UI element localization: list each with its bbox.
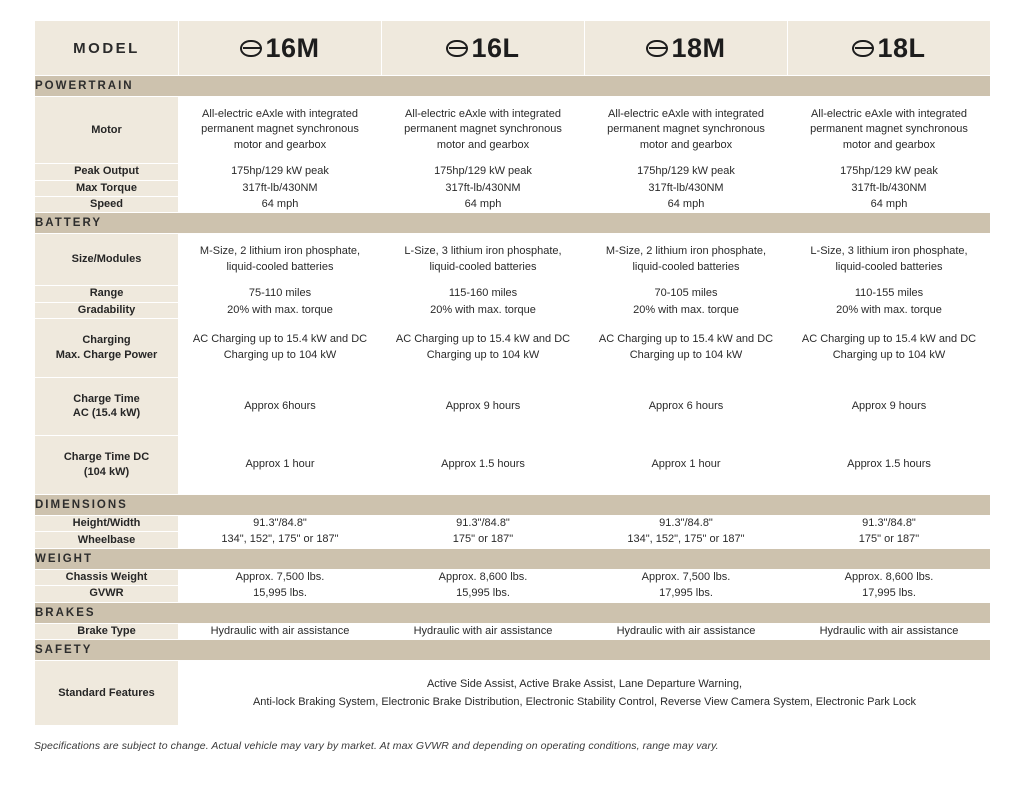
row-value-model-3: 91.3"/84.8" xyxy=(585,515,788,531)
row-label xyxy=(35,318,179,377)
row-label: Height/Width xyxy=(35,515,179,531)
row-value-model-4: AC Charging up to 15.4 kW and DC Charging up to 104 kW xyxy=(788,318,991,377)
table-row xyxy=(35,97,991,164)
row-label xyxy=(35,436,179,495)
row-value-model-3: Approx. 7,500 lbs. xyxy=(585,569,788,585)
table-row xyxy=(35,318,991,377)
row-label-line: AC (15.4 kW) xyxy=(72,407,141,420)
row-value-model-1: 317ft-lb/430NM xyxy=(179,180,382,196)
row-value-model-4: 64 mph xyxy=(788,196,991,212)
model-column-header-1 xyxy=(179,21,382,76)
table-row xyxy=(35,234,991,286)
row-value-model-4: Approx 9 hours xyxy=(788,377,991,436)
row-value-model-2: 64 mph xyxy=(382,196,585,212)
row-value-model-4: 17,995 lbs. xyxy=(788,586,991,602)
row-value-model-3: Hydraulic with air assistance xyxy=(585,623,788,639)
row-value-model-3: Approx 6 hours xyxy=(585,377,788,436)
model-name-text: 18L xyxy=(877,32,926,63)
row-label-line: Max. Charge Power xyxy=(55,348,158,361)
table-header-row xyxy=(35,21,991,76)
row-value-model-2: 317ft-lb/430NM xyxy=(382,180,585,196)
row-value-model-4: Approx 1.5 hours xyxy=(788,436,991,495)
model-name xyxy=(240,32,320,63)
brand-logo-icon xyxy=(852,40,876,59)
row-value-model-4: 175hp/129 kW peak xyxy=(788,164,991,180)
row-value-model-3: Approx 1 hour xyxy=(585,436,788,495)
row-value-model-3: M-Size, 2 lithium iron phosphate, liquid-cooled batteries xyxy=(585,234,788,286)
row-value-model-2: 91.3"/84.8" xyxy=(382,515,585,531)
row-value-model-1: All-electric eAxle with integrated permanent magnet synchronous motor and gearbox xyxy=(179,97,382,164)
row-value-model-3: 317ft-lb/430NM xyxy=(585,180,788,196)
table-row xyxy=(35,302,991,318)
row-value-model-1: Approx 1 hour xyxy=(179,436,382,495)
section-header-row xyxy=(35,548,991,569)
model-name xyxy=(852,32,926,63)
row-label-line: (104 kW) xyxy=(83,466,130,479)
table-row xyxy=(35,569,991,585)
row-value-model-4: All-electric eAxle with integrated permanent magnet synchronous motor and gearbox xyxy=(788,97,991,164)
row-value-model-3: 70-105 miles xyxy=(585,286,788,302)
row-value-model-2: 175" or 187" xyxy=(382,532,585,548)
brand-logo-icon xyxy=(240,40,264,59)
row-value-model-1: 134", 152", 175" or 187" xyxy=(179,532,382,548)
table-row xyxy=(35,377,991,436)
row-value-model-3: 17,995 lbs. xyxy=(585,586,788,602)
model-column-header-3 xyxy=(585,21,788,76)
row-value-model-3: All-electric eAxle with integrated permanent magnet synchronous motor and gearbox xyxy=(585,97,788,164)
row-label: Chassis Weight xyxy=(35,569,179,585)
row-label: Peak Output xyxy=(35,164,179,180)
row-value-model-2: Approx. 8,600 lbs. xyxy=(382,569,585,585)
row-value-model-1: 15,995 lbs. xyxy=(179,586,382,602)
model-name xyxy=(446,32,520,63)
row-label: Range xyxy=(35,286,179,302)
section-title-dimensions: DIMENSIONS xyxy=(35,494,991,515)
row-value-merged xyxy=(179,660,991,725)
row-value-model-1: M-Size, 2 lithium iron phosphate, liquid-cooled batteries xyxy=(179,234,382,286)
row-label xyxy=(35,377,179,436)
row-value-model-1: 91.3"/84.8" xyxy=(179,515,382,531)
row-label: Motor xyxy=(35,97,179,164)
row-label-line: Charge Time xyxy=(73,392,140,405)
row-label-line: Charge Time DC xyxy=(63,451,150,464)
row-value-model-3: AC Charging up to 15.4 kW and DC Charging up to 104 kW xyxy=(585,318,788,377)
row-value-model-4: 20% with max. torque xyxy=(788,302,991,318)
row-value-model-2: AC Charging up to 15.4 kW and DC Charging up to 104 kW xyxy=(382,318,585,377)
row-label: Brake Type xyxy=(35,623,179,639)
table-row xyxy=(35,515,991,531)
table-row xyxy=(35,660,991,725)
brand-logo-icon xyxy=(646,40,670,59)
row-value-model-1: AC Charging up to 15.4 kW and DC Charging up to 104 kW xyxy=(179,318,382,377)
row-value-model-1: 75-110 miles xyxy=(179,286,382,302)
section-header-row xyxy=(35,76,991,97)
row-value-model-3: 134", 152", 175" or 187" xyxy=(585,532,788,548)
table-row xyxy=(35,180,991,196)
section-title-battery: BATTERY xyxy=(35,213,991,234)
row-label: Wheelbase xyxy=(35,532,179,548)
table-row xyxy=(35,164,991,180)
table-row xyxy=(35,623,991,639)
row-value-model-2: 15,995 lbs. xyxy=(382,586,585,602)
table-row xyxy=(35,196,991,212)
table-row xyxy=(35,436,991,495)
table-row xyxy=(35,286,991,302)
row-label-line: Charging xyxy=(82,333,131,346)
row-label: Size/Modules xyxy=(35,234,179,286)
specifications-table xyxy=(34,20,991,726)
brand-logo-icon xyxy=(446,40,470,59)
row-value-model-4: 110-155 miles xyxy=(788,286,991,302)
row-value-model-2: Approx 9 hours xyxy=(382,377,585,436)
row-value-model-1: Approx 6hours xyxy=(179,377,382,436)
row-value-model-3: 175hp/129 kW peak xyxy=(585,164,788,180)
model-column-header-2 xyxy=(382,21,585,76)
section-title-powertrain: POWERTRAIN xyxy=(35,76,991,97)
row-value-model-4: L-Size, 3 lithium iron phosphate, liquid-cooled batteries xyxy=(788,234,991,286)
row-value-model-2: 20% with max. torque xyxy=(382,302,585,318)
row-value-model-4: 317ft-lb/430NM xyxy=(788,180,991,196)
model-column-header-4 xyxy=(788,21,991,76)
model-name-text: 18M xyxy=(671,32,726,63)
row-value-model-1: 64 mph xyxy=(179,196,382,212)
row-value-model-4: 91.3"/84.8" xyxy=(788,515,991,531)
row-label: Standard Features xyxy=(35,660,179,725)
table-row xyxy=(35,586,991,602)
section-header-row xyxy=(35,602,991,623)
footnote: Specifications are subject to change. Actual vehicle may vary by market. At max GVWR and depending on operating conditions, range may vary. xyxy=(34,740,719,753)
row-value-model-1: 175hp/129 kW peak xyxy=(179,164,382,180)
row-label: Gradability xyxy=(35,302,179,318)
row-label: GVWR xyxy=(35,586,179,602)
section-header-row xyxy=(35,213,991,234)
row-value-model-1: 20% with max. torque xyxy=(179,302,382,318)
row-value-model-1: Hydraulic with air assistance xyxy=(179,623,382,639)
row-value-model-2: 115-160 miles xyxy=(382,286,585,302)
row-value-model-3: 64 mph xyxy=(585,196,788,212)
row-value-model-4: Approx. 8,600 lbs. xyxy=(788,569,991,585)
row-value-model-2: All-electric eAxle with integrated permanent magnet synchronous motor and gearbox xyxy=(382,97,585,164)
row-value-line: Active Side Assist, Active Brake Assist, Lane Departure Warning, xyxy=(426,677,743,690)
row-value-model-2: L-Size, 3 lithium iron phosphate, liquid-cooled batteries xyxy=(382,234,585,286)
section-title-brakes: BRAKES xyxy=(35,602,991,623)
row-value-model-2: Approx 1.5 hours xyxy=(382,436,585,495)
section-header-row xyxy=(35,494,991,515)
section-title-safety: SAFETY xyxy=(35,639,991,660)
section-header-row xyxy=(35,639,991,660)
row-value-model-2: Hydraulic with air assistance xyxy=(382,623,585,639)
model-name-text: 16L xyxy=(471,32,520,63)
row-value-model-3: 20% with max. torque xyxy=(585,302,788,318)
section-title-weight: WEIGHT xyxy=(35,548,991,569)
table-row xyxy=(35,532,991,548)
model-name-text: 16M xyxy=(265,32,320,63)
row-value-model-4: Hydraulic with air assistance xyxy=(788,623,991,639)
row-value-model-1: Approx. 7,500 lbs. xyxy=(179,569,382,585)
row-value-model-4: 175" or 187" xyxy=(788,532,991,548)
row-label: Speed xyxy=(35,196,179,212)
row-label: Max Torque xyxy=(35,180,179,196)
row-value-model-2: 175hp/129 kW peak xyxy=(382,164,585,180)
model-name xyxy=(646,32,726,63)
row-value-line: Anti-lock Braking System, Electronic Brake Distribution, Electronic Stability Control, Reverse View Camera System, Electronic Park Lock xyxy=(252,696,917,709)
header-model-label: MODEL xyxy=(35,21,179,76)
